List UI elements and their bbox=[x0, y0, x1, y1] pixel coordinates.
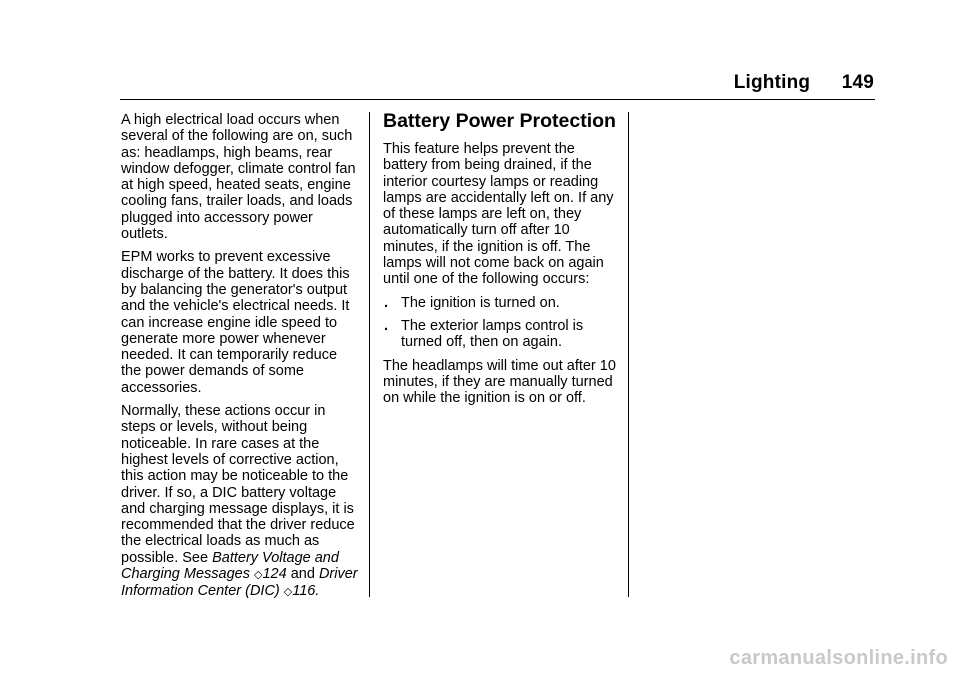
paragraph-normally bbox=[121, 403, 361, 601]
paragraph-epm: EPM works to prevent excessive discharge of the battery. It does this by balancing the generator's output and the vehicle's electrical needs. It can increase engine idle speed to generate more power whenever needed. It can temporarily reduce the power demands of some accessories. bbox=[121, 249, 350, 396]
and-text: and bbox=[290, 566, 315, 583]
paragraph-normally-text: Normally, these actions occur in steps or levels, without being noticeable. In rare cases at the highest levels of corrective action, this action may be noticeable to the driver. If so, a DIC battery voltage and charging message displays, it is recommended that the driver reduce the electrical loads as much as possible. See bbox=[121, 403, 355, 566]
page-ref-icon: ◇ bbox=[283, 586, 293, 599]
ref-dic-link[interactable]: Driver Information Center (DIC) bbox=[121, 566, 358, 600]
column-divider-1 bbox=[369, 112, 370, 597]
page-number: 149 bbox=[841, 72, 874, 93]
list-item-text: The exterior lamps control is turned off, then on again. bbox=[401, 317, 584, 351]
section-title: Lighting bbox=[733, 72, 811, 93]
paragraph-high-load: A high electrical load occurs when several of the following are on, such as: headlamps, high beams, rear window defogger, climate control fan at high speed, heated seats, engine cooling fans, trailer loads, and loads plugged into accessory power outlets. bbox=[121, 112, 356, 243]
ref-page-116[interactable]: 116 bbox=[292, 583, 316, 600]
middle-column bbox=[383, 112, 623, 413]
left-column bbox=[121, 112, 361, 608]
bullet-marker: . bbox=[384, 317, 389, 334]
watermark: carmanualsonline.info bbox=[729, 647, 948, 669]
list-item bbox=[383, 295, 623, 311]
ref-battery-voltage-link[interactable]: Battery Voltage and Charging Messages bbox=[121, 549, 339, 583]
bullet-marker: . bbox=[384, 294, 389, 311]
page-ref-icon: ◇ bbox=[254, 569, 263, 582]
header-rule bbox=[120, 99, 875, 100]
list-item-text: The ignition is turned on. bbox=[401, 294, 560, 311]
section-heading: Battery Power Protection bbox=[383, 110, 616, 132]
period: . bbox=[315, 583, 320, 600]
paragraph-timeout: The headlamps will time out after 10 minutes, if they are manually turned on while the ignition is on or off. bbox=[383, 357, 616, 407]
page-header bbox=[734, 72, 874, 94]
column-divider-2 bbox=[628, 112, 629, 597]
ref-page-124[interactable]: 124 bbox=[262, 566, 287, 583]
paragraph-feature: This feature helps prevent the battery from being drained, if the interior courtesy lamps or reading lamps are accidentally left on. If any of these lamps are left on, they automatically turn off after 10 minutes, if the ignition is off. The lamps will not come back on again until one of the following occurs: bbox=[383, 141, 614, 288]
list-item bbox=[383, 318, 623, 351]
